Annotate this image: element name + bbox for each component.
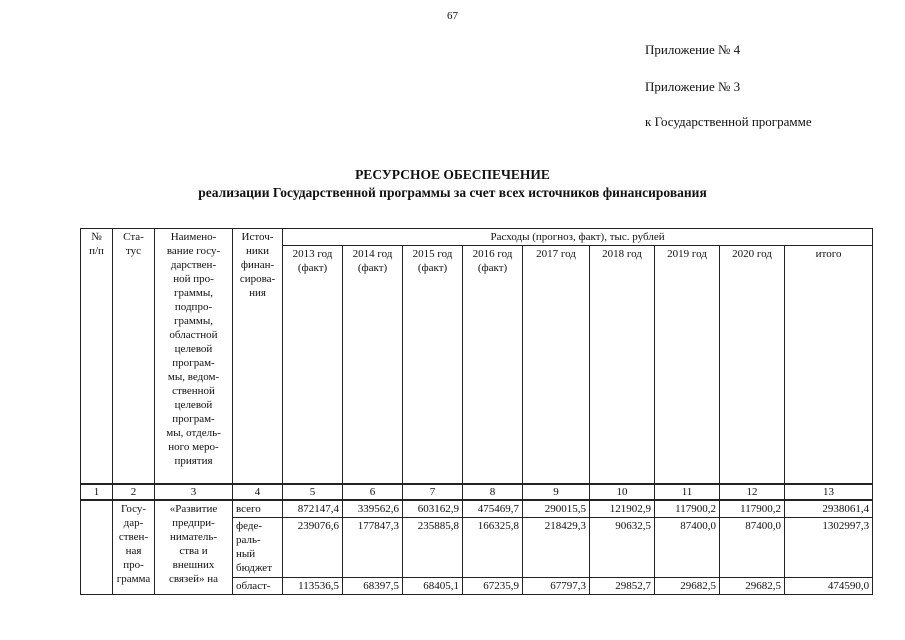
value-cell: 1302997,3 [785, 517, 873, 577]
value-cell: 603162,9 [403, 500, 463, 518]
value-cell: 67797,3 [523, 577, 590, 594]
source-label: област- [233, 577, 283, 594]
header-status: Ста- тус [113, 229, 155, 484]
value-cell: 68405,1 [403, 577, 463, 594]
appendix-line-2: Приложение № 3 [645, 79, 741, 94]
value-cell: 474590,0 [785, 577, 873, 594]
column-number: 5 [283, 484, 343, 500]
value-cell: 90632,5 [590, 517, 655, 577]
source-label: всего [233, 500, 283, 518]
column-number: 3 [155, 484, 233, 500]
value-cell: 218429,3 [523, 517, 590, 577]
value-cell: 121902,9 [590, 500, 655, 518]
value-cell: 29682,5 [655, 577, 720, 594]
document-title: РЕСУРСНОЕ ОБЕСПЕЧЕНИЕ [355, 167, 550, 182]
header-num: № п/п [81, 229, 113, 484]
column-number: 11 [655, 484, 720, 500]
value-cell: 29682,5 [720, 577, 785, 594]
table-row [81, 500, 873, 518]
appendix-line-3: к Государственной программе [645, 114, 812, 129]
column-number: 2 [113, 484, 155, 500]
value-cell: 67235,9 [463, 577, 523, 594]
value-cell: 68397,5 [343, 577, 403, 594]
value-cell: 339562,6 [343, 500, 403, 518]
value-cell: 117900,2 [655, 500, 720, 518]
column-number: 9 [523, 484, 590, 500]
resource-table [80, 228, 873, 595]
row-status: Госу- дар- ствен- ная про- грамма [113, 500, 155, 595]
appendix-line-1: Приложение № 4 [645, 42, 741, 57]
value-cell: 113536,5 [283, 577, 343, 594]
value-cell: 475469,7 [463, 500, 523, 518]
header-total: итого [785, 246, 873, 484]
page-number: 67 [447, 10, 458, 22]
value-cell: 2938061,4 [785, 500, 873, 518]
header-source: Источ- ники финан- сирова- ния [233, 229, 283, 484]
row-program-name: «Развитие предпри- ниматель- ства и внешних связей» на [155, 500, 233, 595]
header-year: 2015 год (факт) [403, 246, 463, 484]
value-cell: 29852,7 [590, 577, 655, 594]
value-cell: 166325,8 [463, 517, 523, 577]
value-cell: 117900,2 [720, 500, 785, 518]
header-year: 2017 год [523, 246, 590, 484]
header-name: Наимено- вание госу- дарствен- ной про- граммы, подпро- граммы, областной целевой програм- мы, ведом- ственной целевой програм- мы, отдель- ного меро- приятия [155, 229, 233, 484]
column-number: 4 [233, 484, 283, 500]
column-number: 6 [343, 484, 403, 500]
header-year: 2016 год (факт) [463, 246, 523, 484]
value-cell: 87400,0 [720, 517, 785, 577]
value-cell: 872147,4 [283, 500, 343, 518]
header-year: 2014 год (факт) [343, 246, 403, 484]
column-number: 12 [720, 484, 785, 500]
column-number: 13 [785, 484, 873, 500]
header-year: 2019 год [655, 246, 720, 484]
document-subtitle: реализации Государственной программы за счет всех источников финансирования [198, 185, 707, 200]
value-cell: 239076,6 [283, 517, 343, 577]
column-number: 10 [590, 484, 655, 500]
header-expenses: Расходы (прогноз, факт), тыс. рублей [283, 229, 873, 246]
value-cell: 235885,8 [403, 517, 463, 577]
value-cell: 87400,0 [655, 517, 720, 577]
value-cell: 177847,3 [343, 517, 403, 577]
column-number: 8 [463, 484, 523, 500]
value-cell: 290015,5 [523, 500, 590, 518]
header-year: 2013 год (факт) [283, 246, 343, 484]
column-number: 7 [403, 484, 463, 500]
source-label: феде- раль- ный бюджет [233, 517, 283, 577]
header-year: 2020 год [720, 246, 785, 484]
header-year: 2018 год [590, 246, 655, 484]
column-number: 1 [81, 484, 113, 500]
